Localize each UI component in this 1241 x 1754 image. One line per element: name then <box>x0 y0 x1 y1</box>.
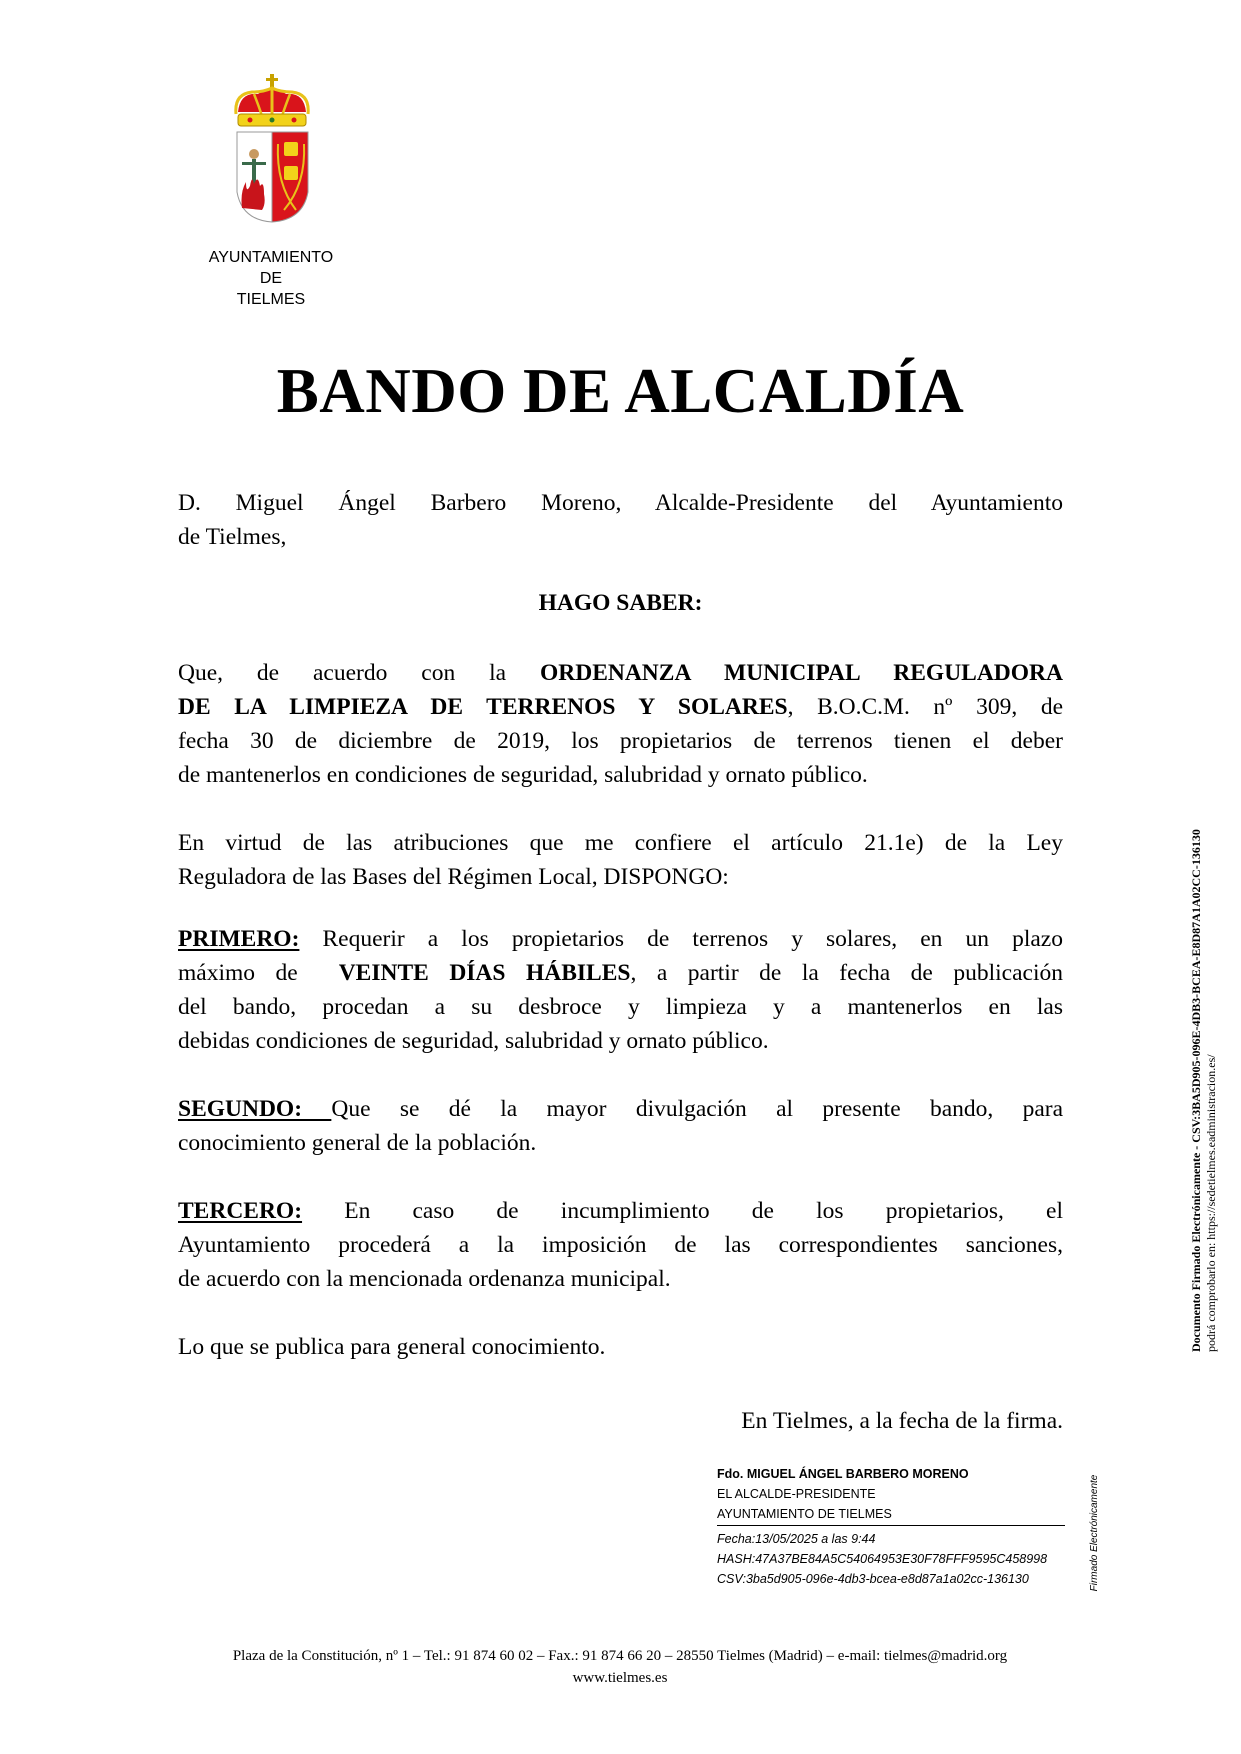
segundo-label: SEGUNDO: <box>178 1096 332 1122</box>
paragraph-line <box>178 956 1063 990</box>
signer-entity: AYUNTAMIENTO DE TIELMES <box>717 1507 892 1521</box>
paragraph-line: del bando, procedan a su desbroce y limpieza y a mantenerlos en las <box>178 994 1063 1020</box>
footer-website[interactable]: www.tielmes.es <box>572 1670 668 1686</box>
paragraph-line: de acuerdo con la mencionada ordenanza municipal. <box>178 1266 671 1292</box>
signature-csv: CSV:3ba5d905-096e-4db3-bcea-e8d87a1a02cc-136130 <box>717 1572 1029 1586</box>
hago-saber-heading: HAGO SABER: <box>538 590 703 616</box>
paragraph-line <box>178 922 1063 956</box>
paragraph-line: debidas condiciones de seguridad, salubridad y ornato público. <box>178 1028 769 1054</box>
signature-hash: HASH:47A37BE84A5C54064953E30F78FFF9595C458998 <box>717 1552 1048 1566</box>
intro-line: de Tielmes, <box>178 524 287 550</box>
coat-of-arms <box>228 74 316 224</box>
municipality-line: TIELMES <box>236 291 306 308</box>
paragraph-line: de mantenerlos en condiciones de seguridad, salubridad y ornato público. <box>178 762 868 788</box>
municipality-line: DE <box>259 270 283 287</box>
coat-of-arms-icon <box>228 74 316 224</box>
text-run: , B.O.C.M. nº 309, de <box>787 694 1063 720</box>
paragraph-line: Lo que se publica para general conocimiento. <box>178 1334 606 1360</box>
primero-paragraph <box>178 922 1063 1058</box>
paragraph-line: Reguladora de las Bases del Régimen Local, DISPONGO: <box>178 864 729 890</box>
signature-block <box>717 1464 1069 1589</box>
paragraph-line <box>178 1092 1063 1126</box>
verification-note <box>1189 712 1221 1352</box>
deadline: VEINTE DÍAS HÁBILES <box>338 960 631 986</box>
signer-name: Fdo. MIGUEL ÁNGEL BARBERO MORENO <box>717 1467 969 1481</box>
text-run: Requerir a los propietarios de terrenos y solares, en un plazo <box>299 926 1063 952</box>
tercero-label: TERCERO: <box>178 1198 303 1224</box>
paragraph-line <box>178 690 1063 724</box>
tercero-paragraph <box>178 1194 1063 1296</box>
ordenanza-paragraph <box>178 656 1063 792</box>
electronic-signature-stamp: Firmado Electrónicamente <box>1089 1474 1100 1592</box>
paragraph-line: Ayuntamiento procederá a la imposición de las correspondientes sanciones, <box>178 1232 1063 1258</box>
page-title: BANDO DE ALCALDÍA <box>276 356 965 426</box>
signature-divider <box>717 1525 1065 1526</box>
closing-paragraph <box>178 1330 1063 1364</box>
paragraph-line: fecha 30 de diciembre de 2019, los propietarios de terrenos tienen el deber <box>178 728 1063 754</box>
verification-csv <box>1189 712 1204 1352</box>
ordinance-name: ORDENANZA MUNICIPAL REGULADORA <box>539 660 1064 686</box>
verification-url[interactable]: podrá comprobarlo en: https://sedetielmes.eadministracion.es/ <box>1204 1054 1218 1352</box>
text-run: Que, de acuerdo con la <box>178 660 540 686</box>
signature-date: Fecha:13/05/2025 a las 9:44 <box>717 1532 876 1546</box>
footer <box>150 1645 1090 1689</box>
municipality-line: AYUNTAMIENTO <box>208 249 334 266</box>
signer-role: EL ALCALDE-PRESIDENTE <box>717 1487 876 1501</box>
paragraph-line: En virtud de las atribuciones que me confiere el artículo 21.1e) de la Ley <box>178 830 1063 856</box>
paragraph-line <box>178 656 1063 690</box>
paragraph-line: conocimiento general de la población. <box>178 1130 537 1156</box>
virtud-paragraph <box>178 826 1063 894</box>
footer-address: Plaza de la Constitución, nº 1 – Tel.: 91 874 60 02 – Fax.: 91 874 66 20 – 28550 Tielmes (Madrid) – e-mail: tielmes@madrid.org <box>232 1648 1008 1664</box>
municipality-name <box>176 247 366 310</box>
text-run: , a partir de la fecha de publicación <box>630 960 1063 986</box>
verification-csv-text: Documento Firmado Electrónicamente - CSV:3BA5D905-096E-4DB3-BCEA-E8D87A1A02CC-136130 <box>1189 829 1203 1352</box>
place-and-date: En Tielmes, a la fecha de la firma. <box>741 1408 1063 1434</box>
text-run: máximo de <box>178 960 339 986</box>
primero-label: PRIMERO: <box>178 926 300 952</box>
paragraph-line <box>178 1194 1063 1228</box>
text-run: En caso de incumplimiento de los propietarios, el <box>302 1198 1063 1224</box>
segundo-paragraph <box>178 1092 1063 1160</box>
ordinance-name: DE LA LIMPIEZA DE TERRENOS Y SOLARES <box>178 694 788 720</box>
text-run: Que se dé la mayor divulgación al presente bando, para <box>331 1096 1064 1122</box>
intro-paragraph <box>178 486 1063 554</box>
intro-line: D. Miguel Ángel Barbero Moreno, Alcalde-Presidente del Ayuntamiento <box>178 490 1063 516</box>
